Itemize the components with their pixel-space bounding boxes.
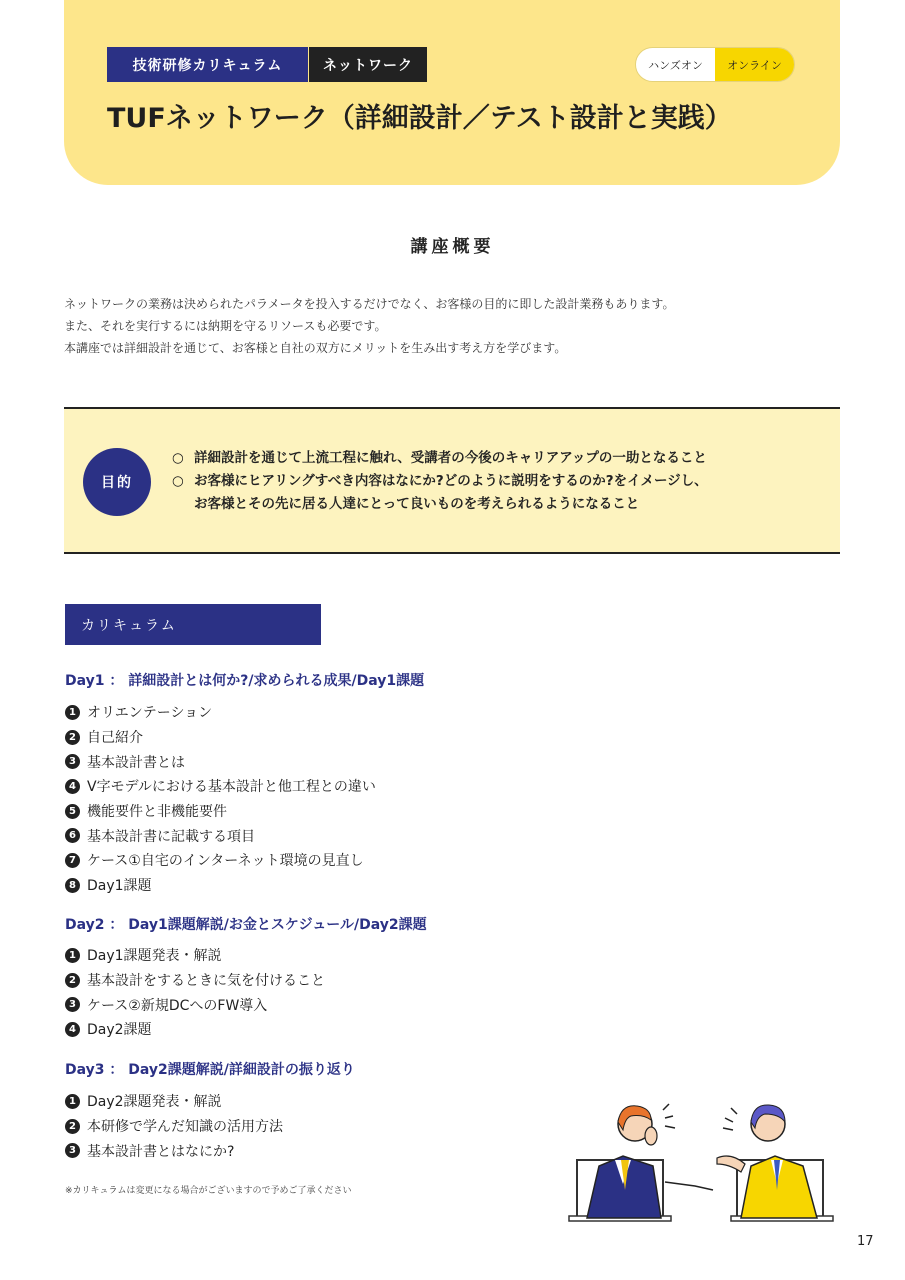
number-3-icon: 3 [65,997,80,1012]
day1-title: Day1 ： 詳細設計とは何か?/求められる成果/Day1課題 [65,673,425,689]
list-item: 5 機能要件と非機能要件 [65,799,376,824]
number-2-icon: 2 [65,1119,80,1134]
day2-items [65,943,325,1042]
list-item: 7 ケース①自宅のインターネット環境の見直し [65,848,376,873]
list-item: 3 基本設計書とはなにか? [65,1138,283,1163]
list-item: 4 Day2課題 [65,1017,325,1042]
number-4-icon: 4 [65,779,80,794]
number-3-icon: 3 [65,1143,80,1158]
list-item: 3 基本設計書とは [65,749,376,774]
list-item: 2 基本設計をするときに気を付けること [65,968,325,993]
overview-line: ネットワークの業務は決められたパラメータを投入するだけでなく、お客様の目的に即した設計業務もあります。 [64,297,675,311]
number-1-icon: 1 [65,1094,80,1109]
category-tag: 技術研修カリキュラム [107,47,308,82]
circle-bullet-icon: ○ [172,450,184,466]
number-1-icon: 1 [65,948,80,963]
list-item: 8 Day1課題 [65,873,376,898]
list-item: 1 Day1課題発表・解説 [65,943,325,968]
day3-title: Day3 ： Day2課題解説/詳細設計の振り返り [65,1062,355,1078]
number-2-icon: 2 [65,730,80,745]
format-badges [635,47,795,82]
number-3-icon: 3 [65,754,80,769]
day2-title: Day2 ： Day1課題解説/お金とスケジュール/Day2課題 [65,917,427,933]
overview-text [64,293,844,359]
purpose-item: ○ 詳細設計を通じて上流工程に触れ、受講者の今後のキャリアアップの一助となること [172,447,812,470]
page-number: 17 [857,1234,874,1249]
purpose-list [172,447,812,516]
purpose-item-continued: お客様とその先に居る人達にとって良いものを考えられるようになること [194,496,640,512]
list-item: 1 オリエンテーション [65,700,376,725]
hands-on-badge: ハンズオン [636,48,715,81]
header-banner [64,0,840,185]
consultation-illustration [565,1094,840,1224]
number-8-icon: 8 [65,878,80,893]
number-6-icon: 6 [65,828,80,843]
online-badge: オンライン [715,48,794,81]
number-5-icon: 5 [65,804,80,819]
number-1-icon: 1 [65,705,80,720]
day3-items [65,1089,283,1163]
overview-line: また、それを実行するには納期を守るリソースも必要です。 [64,319,387,333]
purpose-item: ○ お客様にヒアリングすべき内容はなにか?どのように説明をするのか?をイメージし、 [172,470,812,493]
page-title: TUFネットワーク（詳細設計／テスト設計と実践） [107,103,732,134]
list-item: 2 本研修で学んだ知識の活用方法 [65,1114,283,1139]
list-item: 6 基本設計書に記載する項目 [65,823,376,848]
curriculum-note: ※カリキュラムは変更になる場合がございますので予めご了承ください [65,1186,352,1196]
number-4-icon: 4 [65,1022,80,1037]
circle-bullet-icon: ○ [172,473,184,489]
purpose-label: 目的 [83,448,151,516]
curriculum-heading: カリキュラム [65,604,321,645]
list-item: 4 V字モデルにおける基本設計と他工程との違い [65,774,376,799]
number-7-icon: 7 [65,853,80,868]
list-item: 2 自己紹介 [65,725,376,750]
day1-items [65,700,376,898]
overview-line: 本講座では詳細設計を通じて、お客様と自社の双方にメリットを生み出す考え方を学びます。 [64,341,567,355]
list-item: 3 ケース②新規DCへのFW導入 [65,992,325,1017]
list-item: 1 Day2課題発表・解説 [65,1089,283,1114]
topic-tag: ネットワーク [309,47,427,82]
number-2-icon: 2 [65,973,80,988]
overview-heading: 講座概要 [410,237,495,257]
